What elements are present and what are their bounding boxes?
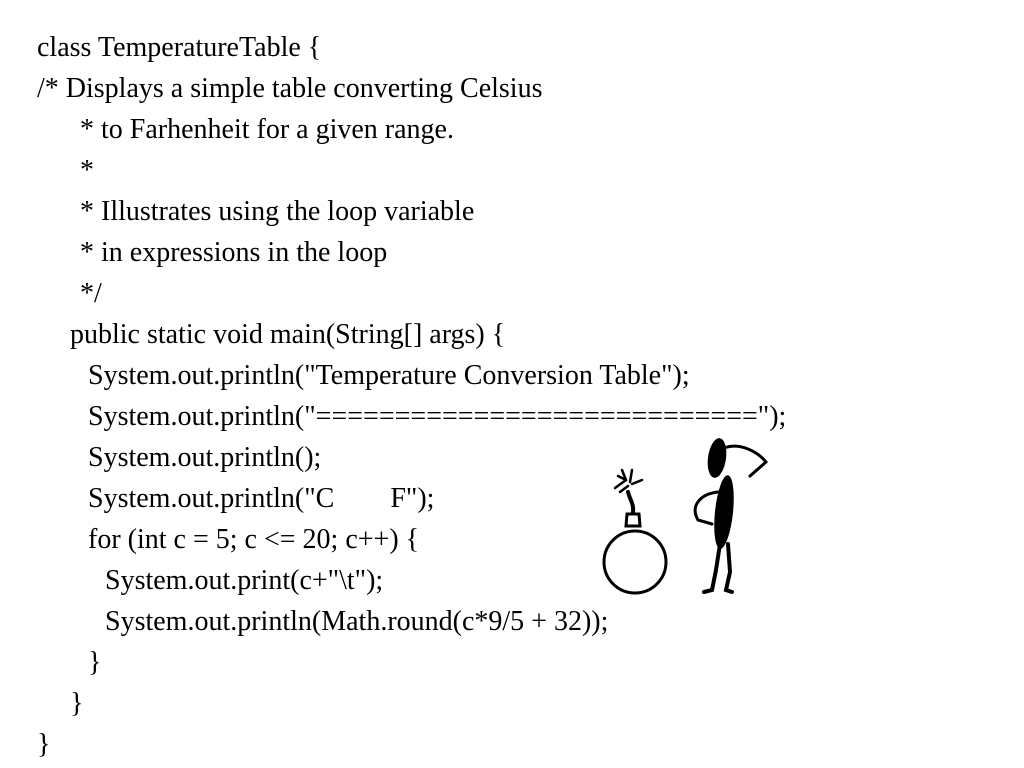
code-line-for-loop: for (int c = 5; c <= 20; c++) {	[88, 524, 420, 555]
bomb-and-puzzled-stick-figure-icon	[600, 432, 780, 597]
code-line-close-class: }	[37, 729, 51, 760]
code-line-comment-close: */	[80, 278, 102, 309]
code-line-print-empty: System.out.println();	[88, 442, 322, 473]
code-line-comment-range: * to Farhenheit for a given range.	[80, 114, 454, 145]
code-line-comment-expressions: * in expressions in the loop	[80, 237, 388, 268]
code-line-print-separator: System.out.println("============================");	[88, 401, 787, 432]
code-line-close-main: }	[70, 688, 84, 719]
code-line-comment-illustrates: * Illustrates using the loop variable	[80, 196, 475, 227]
code-line-close-loop: }	[88, 647, 102, 678]
code-line-print-celsius: System.out.print(c+"\t");	[105, 565, 384, 596]
code-line-class-declaration: class TemperatureTable {	[37, 32, 322, 63]
code-line-print-header: System.out.println("C F");	[88, 483, 435, 514]
code-line-comment-open: /* Displays a simple table converting Celsius	[37, 73, 543, 104]
code-line-main-declaration: public static void main(String[] args) {	[70, 319, 506, 350]
code-line-print-title: System.out.println("Temperature Conversion Table");	[88, 360, 690, 391]
code-line-comment-blank: *	[80, 155, 94, 186]
code-line-print-fahrenheit: System.out.println(Math.round(c*9/5 + 32));	[105, 606, 609, 637]
